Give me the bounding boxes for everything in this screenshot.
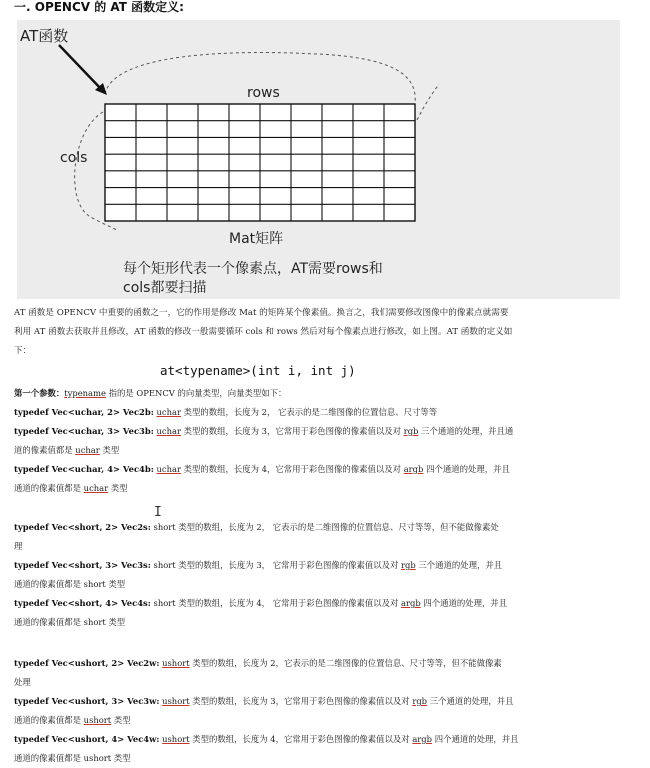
type-name: ushort [162,696,190,706]
typedef-desc: short 类型的数组，长度为 2， 它表示的是二维图像的位置信息、尺寸等等，但不能做像素处 [150,522,499,532]
typedef-decl: typedef Vec<ushort, 2> Vec2w: [14,658,160,668]
cont-tail: 类型 [111,715,131,725]
typedef-vec3b-cont [14,441,634,460]
intro-line-2: 利用 AT 函数去获取并且修改，AT 函数的修改一般需要循环 cols 和 rows 然后对每个像素点进行修改，如上图。AT 函数的定义如 [14,327,513,337]
typedef-desc: 类型的数组，长度为 4，它常用于彩色图像的像素值以及对 [180,464,404,474]
pointer-arrow [59,45,103,91]
typedef-vec2w-cont [14,673,634,692]
color-model: argb [400,598,421,608]
param-line [14,384,634,403]
typedef-decl: typedef Vec<short, 4> Vec4s: [14,598,151,608]
rows-label: rows [247,85,280,101]
typedef-desc: short 类型的数组，长度为 3， 它常用于彩色图像的像素值以及对 [150,560,401,570]
matrix-grid [105,104,415,221]
cont-text: 理 [14,541,23,551]
text-cursor-icon: I [154,505,162,520]
typedef-desc: short 类型的数组，长度为 4， 它常用于彩色图像的像素值以及对 [150,598,401,608]
param-typename: typename [64,388,106,398]
typedef-desc-tail: 四个通道的处理，并且 [423,464,510,474]
cont-text: 道的像素值都是 [14,445,76,455]
typedef-desc: 类型的数组，长度为 3，它常用于彩色图像的像素值以及对 [189,696,413,706]
type-name: uchar [156,464,181,474]
typedef-vec3w-cont [14,711,634,730]
color-model: rgb [403,426,419,436]
param-label: 第一个参数： [14,388,65,398]
at-function-label: AT函数 [20,27,69,45]
typedef-decl: typedef Vec<uchar, 3> Vec3b: [14,426,154,436]
typedef-desc-tail: 三个通道的处理，并且 [427,696,514,706]
typedef-desc-tail: 四个通道的处理，并且 [432,734,519,744]
cont-text: 通道的像素值都是 short 类型 [14,617,126,627]
typedef-vec2w [14,654,634,673]
typedef-vec3s-cont [14,575,634,594]
color-model: rgb [412,696,428,706]
cont-text: 通道的像素值都是 [14,483,84,493]
cont-text: 处理 [14,677,31,687]
typedef-desc-tail: 三个通道的处理，并且通 [418,426,514,436]
cont-tail: 类型 [99,445,120,455]
type-name: uchar [156,426,181,436]
param-desc: 指的是 OPENCV 的向量类型，向量类型如下： [105,388,287,398]
cont-text: 通道的像素值都是 short 类型 [14,579,126,589]
typedef-vec2s-cont [14,537,634,556]
typedef-desc: 类型的数组，长度为 4，它常用于彩色图像的像素值以及对 [189,734,413,744]
typedef-desc: 类型的数组，长度为 2， 它表示的是二维图像的位置信息、尺寸等等 [180,407,438,417]
typedef-vec3w [14,692,634,711]
typedef-vec3s [14,556,634,575]
typedef-vec4b-cont [14,479,634,498]
figure-caption-line1: 每个矩形代表一个像素点，AT需要rows和 [123,261,383,277]
typedef-vec4w [14,730,634,749]
color-model: rgb [400,560,416,570]
at-formula: at<typename>(int i, int j) [160,363,356,378]
typedef-desc: 类型的数组，长度为 3，它常用于彩色图像的像素值以及对 [180,426,404,436]
typedef-desc-tail: 四个通道的处理，并且 [420,598,508,608]
type-name: ushort [83,715,112,725]
typedef-desc: 类型的数组，长度为 2，它表示的是二维图像的位置信息、尺寸等等，但不能做像素 [189,658,502,668]
type-name: uchar [83,483,109,493]
typedef-vec2s [14,518,634,537]
cols-label: cols [60,150,88,166]
typedef-decl: typedef Vec<uchar, 4> Vec4b: [14,464,154,474]
figure-caption-line2: cols都要扫描 [123,280,207,296]
cont-tail: 类型 [108,483,128,493]
typedef-decl: typedef Vec<ushort, 3> Vec3w: [14,696,160,706]
typedef-vec3b [14,422,634,441]
typedef-vec4b [14,460,634,479]
type-name: ushort [162,658,190,668]
type-name: uchar [156,407,181,417]
section-heading: 一. OPENCV 的 AT 函数定义: [14,0,184,14]
typedef-decl: typedef Vec<short, 3> Vec3s: [14,560,151,570]
cont-text: 通道的像素值都是 [14,715,84,725]
intro-line-3: 下： [14,346,32,356]
typedef-vec2b [14,403,634,422]
typedef-decl: typedef Vec<ushort, 4> Vec4w: [14,734,160,744]
intro-line-1: AT 函数是 OPENCV 中重要的函数之一，它的作用是修改 Mat 的矩阵某个像素值。换言之，我们需要修改图像中的像素点就需要 [14,308,509,318]
typedef-vec4s-cont [14,613,634,632]
typedef-decl: typedef Vec<short, 2> Vec2s: [14,522,151,532]
type-name: uchar [75,445,100,455]
at-function-figure [17,20,620,299]
typedef-vec4s [14,594,634,613]
intro-paragraph [14,304,634,361]
typedef-desc-tail: 三个通道的处理，并且 [415,560,503,570]
cont-text: 通道的像素值都是 ushort 类型 [14,753,131,763]
type-name: ushort [162,734,190,744]
mat-label: Mat矩阵 [229,231,284,247]
color-model: argb [412,734,433,744]
dashed-scan-curve-right [417,84,439,120]
color-model: argb [403,464,424,474]
typedef-decl: typedef Vec<uchar, 2> Vec2b: [14,407,154,417]
